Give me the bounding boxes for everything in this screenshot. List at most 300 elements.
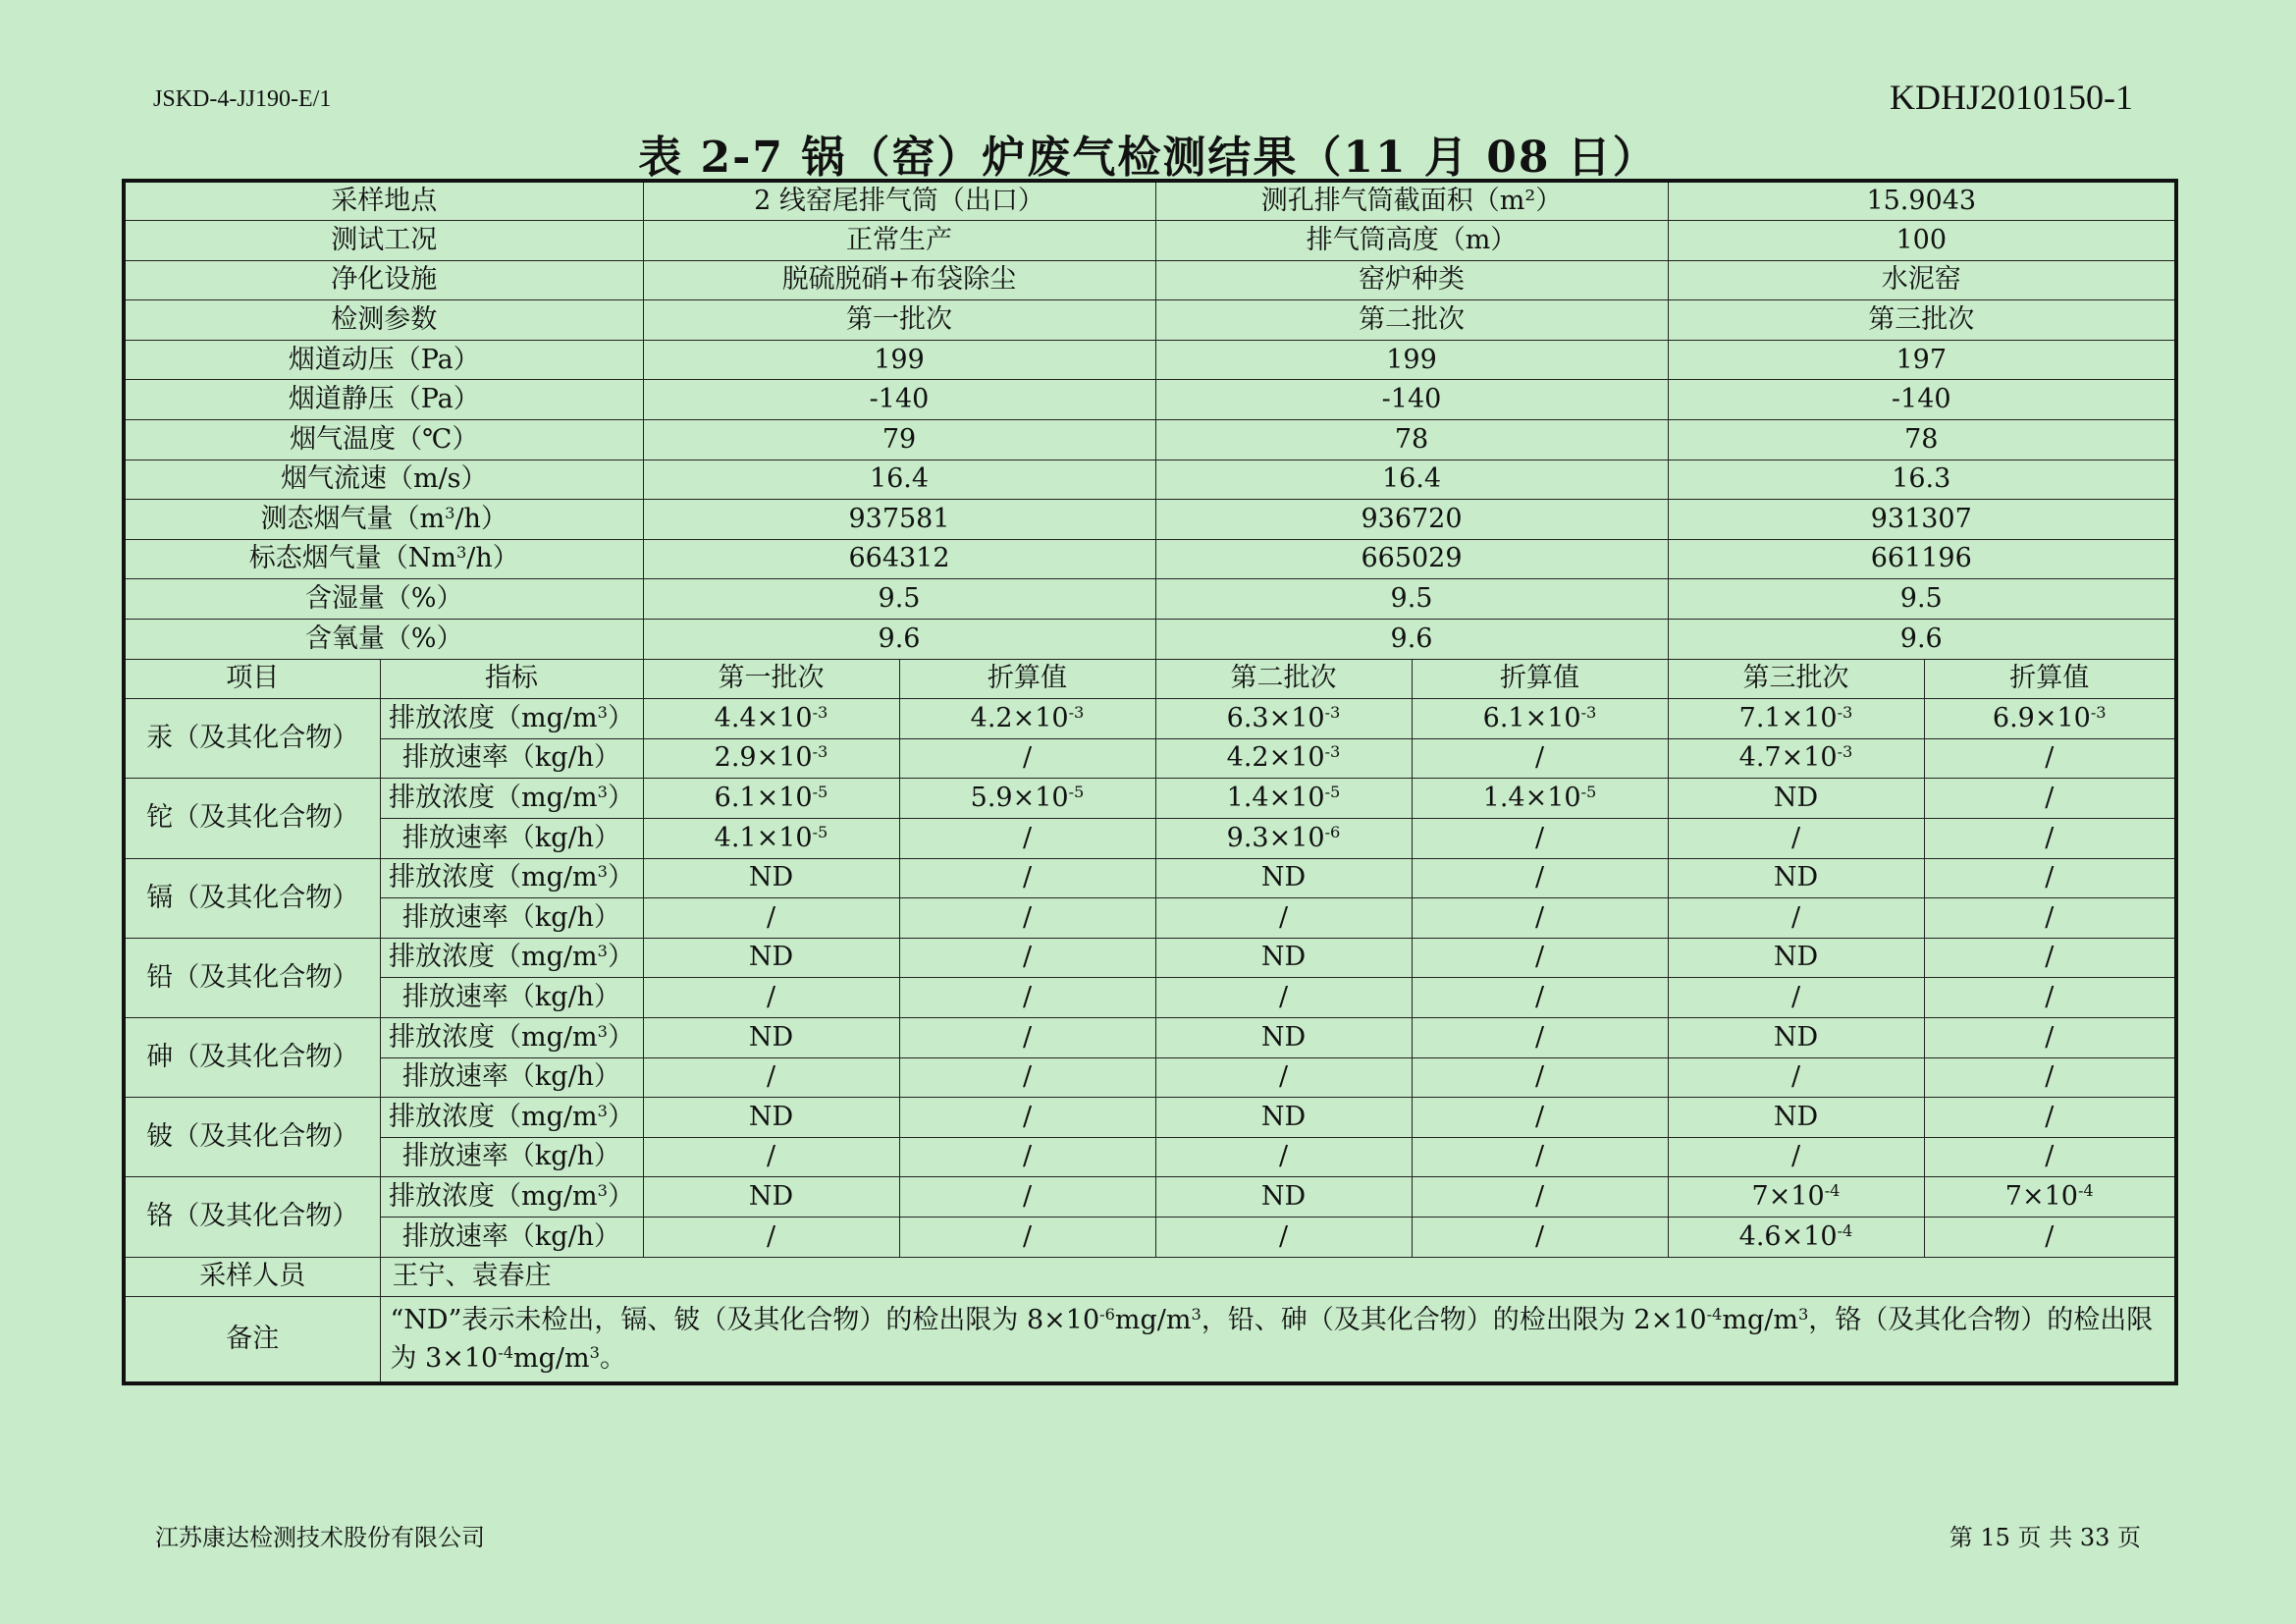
value-cell bbox=[643, 779, 899, 819]
param-row bbox=[124, 500, 2176, 540]
value-cell bbox=[899, 938, 1155, 978]
metals-header-cell: 第三批次 bbox=[1668, 659, 1924, 699]
metal-concentration-row bbox=[124, 1017, 2176, 1057]
value-cell bbox=[1924, 738, 2176, 779]
report-number: KDHJ2010150-1 bbox=[1890, 78, 2133, 117]
param-label: 烟气流速（m/s） bbox=[124, 460, 643, 500]
text: 标态烟气量（Nm bbox=[248, 543, 456, 574]
value-cell bbox=[643, 1098, 899, 1138]
value: ND bbox=[1260, 1021, 1307, 1053]
sampler-row bbox=[124, 1257, 2176, 1297]
info-row bbox=[124, 221, 2176, 261]
metals-header-cell: 折算值 bbox=[1924, 659, 2176, 699]
param-value: 199 bbox=[1155, 340, 1668, 380]
metal-item: 铬（及其化合物） bbox=[124, 1177, 380, 1257]
value-cell bbox=[643, 699, 899, 739]
value-cell bbox=[1412, 699, 1668, 739]
param-row bbox=[124, 380, 2176, 420]
value-cell bbox=[1412, 1177, 1668, 1218]
value: / bbox=[1278, 1061, 1289, 1093]
indicator-concentration bbox=[380, 858, 643, 898]
indicator-rate: 排放速率（kg/h） bbox=[380, 898, 643, 939]
indicator-concentration bbox=[380, 938, 643, 978]
info-value: 100 bbox=[1668, 221, 2176, 261]
value: 6.9×10 bbox=[1992, 702, 2091, 733]
value: / bbox=[1278, 901, 1289, 933]
value-cell bbox=[1412, 858, 1668, 898]
metals-header-cell: 项目 bbox=[124, 659, 380, 699]
text: 排放浓度（mg/m bbox=[389, 702, 598, 733]
value-cell bbox=[899, 819, 1155, 859]
param-value: 9.6 bbox=[643, 620, 1155, 660]
superscript: -4 bbox=[1824, 1181, 1841, 1201]
metals-header-cell: 折算值 bbox=[899, 659, 1155, 699]
value-cell bbox=[1412, 978, 1668, 1018]
param-value: 78 bbox=[1668, 420, 2176, 460]
superscript: 3 bbox=[597, 942, 608, 961]
remark-row bbox=[124, 1297, 2176, 1384]
indicator-rate: 排放速率（kg/h） bbox=[380, 819, 643, 859]
param-value: 199 bbox=[643, 340, 1155, 380]
value: ND bbox=[748, 942, 794, 973]
indicator-rate: 排放速率（kg/h） bbox=[380, 1137, 643, 1177]
metal-item: 汞（及其化合物） bbox=[124, 699, 380, 779]
superscript: 3 bbox=[1797, 1305, 1809, 1325]
value: ND bbox=[748, 1021, 794, 1053]
metals-header-cell: 第一批次 bbox=[643, 659, 899, 699]
value-cell bbox=[1924, 819, 2176, 859]
text: ，铅、砷（及其化合物）的检出限为 2×10 bbox=[1201, 1305, 1707, 1336]
remark-text bbox=[380, 1297, 2176, 1384]
value-cell bbox=[1668, 738, 1924, 779]
value: / bbox=[1534, 822, 1545, 853]
value-cell bbox=[1668, 779, 1924, 819]
metal-rate-row bbox=[124, 738, 2176, 779]
document-code: JSKD-4-JJ190-E/1 bbox=[153, 86, 332, 112]
text: 排放浓度（mg/m bbox=[389, 942, 598, 973]
value: ND bbox=[1260, 1101, 1307, 1132]
superscript: 3 bbox=[597, 862, 608, 882]
info-value: 脱硫脱硝+布袋除尘 bbox=[643, 260, 1155, 300]
param-label bbox=[124, 500, 643, 540]
value: 4.2×10 bbox=[970, 702, 1069, 733]
value: ND bbox=[748, 862, 794, 893]
superscript: -3 bbox=[1068, 702, 1085, 722]
value-cell bbox=[1668, 1098, 1924, 1138]
value-cell bbox=[1412, 898, 1668, 939]
param-label: 烟道静压（Pa） bbox=[124, 380, 643, 420]
text: 排放浓度（mg/m bbox=[389, 862, 598, 893]
value-cell bbox=[643, 738, 899, 779]
value-cell bbox=[1668, 699, 1924, 739]
info-value: 15.9043 bbox=[1668, 181, 2176, 221]
value-cell bbox=[643, 858, 899, 898]
value-cell bbox=[1668, 819, 1924, 859]
value-cell bbox=[1412, 738, 1668, 779]
param-value: 16.3 bbox=[1668, 460, 2176, 500]
value-cell bbox=[1155, 938, 1412, 978]
param-value: 936720 bbox=[1155, 500, 1668, 540]
param-value: 79 bbox=[643, 420, 1155, 460]
value-cell bbox=[1668, 1057, 1924, 1098]
value-cell bbox=[1668, 938, 1924, 978]
superscript: -3 bbox=[812, 742, 828, 762]
metal-concentration-row bbox=[124, 1098, 2176, 1138]
metal-concentration-row bbox=[124, 1177, 2176, 1218]
value: ND bbox=[1260, 862, 1307, 893]
value-cell bbox=[1155, 779, 1412, 819]
footer-company: 江苏康达检测技术股份有限公司 bbox=[155, 1524, 485, 1551]
value: ND bbox=[748, 1180, 794, 1212]
results-table bbox=[122, 179, 2178, 1385]
value: / bbox=[766, 1220, 776, 1252]
value: ND bbox=[1773, 783, 1819, 814]
value: / bbox=[1534, 1101, 1545, 1132]
metal-item: 铍（及其化合物） bbox=[124, 1098, 380, 1177]
value: / bbox=[2045, 1101, 2055, 1132]
value: / bbox=[1022, 1141, 1033, 1172]
param-value: 937581 bbox=[643, 500, 1155, 540]
value: / bbox=[2045, 982, 2055, 1012]
value-cell bbox=[1924, 1217, 2176, 1257]
info-label: 净化设施 bbox=[124, 260, 643, 300]
indicator-concentration bbox=[380, 1098, 643, 1138]
value: / bbox=[766, 901, 776, 933]
sampler-value: 王宁、袁春庄 bbox=[380, 1257, 2176, 1297]
value: / bbox=[1278, 1141, 1289, 1172]
text: mg/m bbox=[1722, 1305, 1798, 1336]
value: 6.3×10 bbox=[1226, 702, 1325, 733]
value-cell bbox=[899, 1057, 1155, 1098]
value: / bbox=[1534, 1220, 1545, 1252]
text: ） bbox=[607, 1021, 634, 1053]
params-header-row bbox=[124, 300, 2176, 341]
value: / bbox=[2045, 783, 2055, 814]
value-cell bbox=[1155, 1017, 1412, 1057]
metal-rate-row bbox=[124, 978, 2176, 1018]
text: 。 bbox=[599, 1343, 626, 1375]
info-row bbox=[124, 260, 2176, 300]
value-cell bbox=[643, 1057, 899, 1098]
value-cell bbox=[643, 1137, 899, 1177]
value: 4.4×10 bbox=[714, 702, 813, 733]
value: 4.7×10 bbox=[1738, 742, 1838, 774]
value-cell bbox=[643, 819, 899, 859]
value: / bbox=[1278, 982, 1289, 1012]
indicator-rate: 排放速率（kg/h） bbox=[380, 1217, 643, 1257]
value-cell bbox=[1668, 1177, 1924, 1218]
metal-concentration-row bbox=[124, 938, 2176, 978]
value: / bbox=[766, 1061, 776, 1093]
value-cell bbox=[899, 699, 1155, 739]
value: / bbox=[766, 1141, 776, 1172]
value-cell bbox=[899, 1177, 1155, 1218]
metal-rate-row bbox=[124, 1057, 2176, 1098]
superscript: 3 bbox=[597, 702, 608, 722]
text: ） bbox=[607, 702, 634, 733]
metal-concentration-row bbox=[124, 858, 2176, 898]
value-cell bbox=[1155, 819, 1412, 859]
indicator-concentration bbox=[380, 1017, 643, 1057]
value: / bbox=[1022, 1061, 1033, 1093]
value-cell bbox=[1924, 1137, 2176, 1177]
info-label: 测孔排气筒截面积（m²） bbox=[1155, 181, 1668, 221]
page-title: 表 2-7 锅（窑）炉废气检测结果（11 月 08 日） bbox=[638, 133, 1658, 183]
text: mg/m bbox=[513, 1343, 590, 1375]
value: / bbox=[1534, 1180, 1545, 1212]
value: / bbox=[1022, 1101, 1033, 1132]
metals-header-cell: 第二批次 bbox=[1155, 659, 1412, 699]
value-cell bbox=[899, 1017, 1155, 1057]
value-cell bbox=[899, 1137, 1155, 1177]
metals-header-cell: 指标 bbox=[380, 659, 643, 699]
value-cell bbox=[1412, 1017, 1668, 1057]
value: / bbox=[1022, 862, 1033, 893]
value: / bbox=[1534, 742, 1545, 774]
superscript: -4 bbox=[1837, 1220, 1853, 1240]
value: 4.6×10 bbox=[1738, 1220, 1838, 1252]
metal-item: 镉（及其化合物） bbox=[124, 858, 380, 938]
value: / bbox=[1022, 901, 1033, 933]
param-value: 197 bbox=[1668, 340, 2176, 380]
text: 排放浓度（mg/m bbox=[389, 783, 598, 814]
value: / bbox=[2045, 862, 2055, 893]
value-cell bbox=[1924, 858, 2176, 898]
info-row bbox=[124, 181, 2176, 221]
param-value: 9.5 bbox=[1668, 579, 2176, 620]
superscript: 3 bbox=[597, 1181, 608, 1201]
indicator-rate: 排放速率（kg/h） bbox=[380, 738, 643, 779]
param-label: 含湿量（%） bbox=[124, 579, 643, 620]
superscript: 3 bbox=[445, 503, 455, 522]
value: / bbox=[1534, 982, 1545, 1012]
value-cell bbox=[643, 1177, 899, 1218]
text: ） bbox=[607, 942, 634, 973]
value: ND bbox=[1773, 1101, 1819, 1132]
info-label: 测试工况 bbox=[124, 221, 643, 261]
value: ND bbox=[1260, 942, 1307, 973]
value: / bbox=[2045, 1220, 2055, 1252]
param-value: 664312 bbox=[643, 539, 1155, 579]
metal-rate-row bbox=[124, 898, 2176, 939]
param-value: 9.5 bbox=[1155, 579, 1668, 620]
batch-header: 第一批次 bbox=[643, 300, 1155, 341]
batch-header: 第三批次 bbox=[1668, 300, 2176, 341]
value-cell bbox=[1412, 938, 1668, 978]
param-value: 16.4 bbox=[643, 460, 1155, 500]
value-cell bbox=[1155, 858, 1412, 898]
param-value: -140 bbox=[643, 380, 1155, 420]
value: / bbox=[1022, 822, 1033, 853]
batch-header: 第二批次 bbox=[1155, 300, 1668, 341]
metal-rate-row bbox=[124, 819, 2176, 859]
info-value: 水泥窑 bbox=[1668, 260, 2176, 300]
param-value: 9.6 bbox=[1668, 620, 2176, 660]
superscript: 3 bbox=[455, 543, 467, 563]
value: 6.1×10 bbox=[714, 783, 813, 814]
value: 9.3×10 bbox=[1226, 822, 1325, 853]
text: mg/m bbox=[1114, 1305, 1192, 1336]
value: / bbox=[1534, 1061, 1545, 1093]
value: / bbox=[1790, 1061, 1801, 1093]
value: / bbox=[2045, 1141, 2055, 1172]
value-cell bbox=[1668, 1017, 1924, 1057]
superscript: -3 bbox=[812, 702, 828, 722]
value: ND bbox=[1773, 942, 1819, 973]
params-label: 检测参数 bbox=[124, 300, 643, 341]
value-cell bbox=[1155, 1217, 1412, 1257]
value-cell bbox=[1668, 858, 1924, 898]
text: /h） bbox=[454, 503, 507, 534]
value-cell bbox=[1924, 938, 2176, 978]
value-cell bbox=[1155, 1057, 1412, 1098]
value-cell bbox=[899, 1098, 1155, 1138]
value: / bbox=[1022, 1180, 1033, 1212]
indicator-concentration bbox=[380, 699, 643, 739]
value: / bbox=[1022, 742, 1033, 774]
superscript: -5 bbox=[1068, 783, 1085, 802]
value-cell bbox=[1924, 1057, 2176, 1098]
value: / bbox=[1534, 942, 1545, 973]
value-cell bbox=[643, 1017, 899, 1057]
value: 6.1×10 bbox=[1482, 702, 1581, 733]
value-cell bbox=[1668, 1217, 1924, 1257]
superscript: -3 bbox=[1837, 742, 1853, 762]
info-value: 2 线窑尾排气筒（出口） bbox=[643, 181, 1155, 221]
value: / bbox=[1534, 1021, 1545, 1053]
value-cell bbox=[1924, 779, 2176, 819]
value: / bbox=[1022, 1021, 1033, 1053]
value-cell bbox=[1155, 699, 1412, 739]
value-cell bbox=[1155, 1098, 1412, 1138]
param-value: 661196 bbox=[1668, 539, 2176, 579]
param-value: -140 bbox=[1155, 380, 1668, 420]
param-row bbox=[124, 620, 2176, 660]
text: ） bbox=[607, 862, 634, 893]
text: /h） bbox=[466, 543, 519, 574]
value: / bbox=[1790, 1141, 1801, 1172]
value-cell bbox=[1924, 978, 2176, 1018]
superscript: -6 bbox=[1099, 1305, 1115, 1325]
superscript: -6 bbox=[1324, 822, 1341, 841]
value: / bbox=[1790, 822, 1801, 853]
param-row bbox=[124, 340, 2176, 380]
value-cell bbox=[1412, 1137, 1668, 1177]
value-cell bbox=[1412, 779, 1668, 819]
value: 2.9×10 bbox=[714, 742, 813, 774]
param-value: 931307 bbox=[1668, 500, 2176, 540]
superscript: -5 bbox=[812, 822, 828, 841]
value: 7.1×10 bbox=[1738, 702, 1838, 733]
superscript: -4 bbox=[1706, 1305, 1723, 1325]
superscript: 3 bbox=[597, 1021, 608, 1041]
value: ND bbox=[1773, 862, 1819, 893]
value-cell bbox=[1155, 978, 1412, 1018]
info-label: 采样地点 bbox=[124, 181, 643, 221]
value-cell bbox=[1155, 1137, 1412, 1177]
value: / bbox=[1790, 901, 1801, 933]
value-cell bbox=[899, 898, 1155, 939]
metal-item: 铊（及其化合物） bbox=[124, 779, 380, 858]
remark-label: 备注 bbox=[124, 1297, 380, 1384]
indicator-concentration bbox=[380, 779, 643, 819]
param-label: 含氧量（%） bbox=[124, 620, 643, 660]
superscript: -4 bbox=[2077, 1181, 2094, 1201]
param-row bbox=[124, 420, 2176, 460]
value: / bbox=[2045, 901, 2055, 933]
metal-concentration-row bbox=[124, 699, 2176, 739]
value-cell bbox=[1924, 1177, 2176, 1218]
value: ND bbox=[1260, 1180, 1307, 1212]
superscript: 3 bbox=[597, 783, 608, 802]
value-cell bbox=[899, 779, 1155, 819]
value: / bbox=[2045, 822, 2055, 853]
value: 4.1×10 bbox=[714, 822, 813, 853]
value: ND bbox=[1773, 1021, 1819, 1053]
value: / bbox=[1790, 982, 1801, 1012]
param-row bbox=[124, 539, 2176, 579]
value: / bbox=[1022, 1220, 1033, 1252]
sampler-label: 采样人员 bbox=[124, 1257, 380, 1297]
param-row bbox=[124, 460, 2176, 500]
metals-header-cell: 折算值 bbox=[1412, 659, 1668, 699]
value: / bbox=[2045, 742, 2055, 774]
superscript: -3 bbox=[1837, 702, 1853, 722]
value: ND bbox=[748, 1101, 794, 1132]
param-value: 9.5 bbox=[643, 579, 1155, 620]
footer-page-number: 第 15 页 共 33 页 bbox=[1949, 1524, 2141, 1551]
superscript: -5 bbox=[1580, 783, 1597, 802]
metal-rate-row bbox=[124, 1137, 2176, 1177]
text: 排放浓度（mg/m bbox=[389, 1021, 598, 1053]
text: ） bbox=[607, 1101, 634, 1132]
value: / bbox=[1022, 982, 1033, 1012]
value-cell bbox=[1668, 898, 1924, 939]
value-cell bbox=[899, 978, 1155, 1018]
text: ） bbox=[607, 1180, 634, 1212]
info-label: 排气筒高度（m） bbox=[1155, 221, 1668, 261]
superscript: -5 bbox=[812, 783, 828, 802]
value-cell bbox=[1155, 738, 1412, 779]
metals-header-row bbox=[124, 659, 2176, 699]
value: 7×10 bbox=[2004, 1180, 2078, 1212]
value-cell bbox=[1924, 1098, 2176, 1138]
superscript: 3 bbox=[1191, 1305, 1201, 1325]
value: / bbox=[1534, 1141, 1545, 1172]
text: 排放浓度（mg/m bbox=[389, 1180, 598, 1212]
text: 排放浓度（mg/m bbox=[389, 1101, 598, 1132]
superscript: -4 bbox=[498, 1343, 514, 1363]
superscript: 3 bbox=[597, 1101, 608, 1120]
param-value: -140 bbox=[1668, 380, 2176, 420]
param-label: 烟道动压（Pa） bbox=[124, 340, 643, 380]
param-value: 665029 bbox=[1155, 539, 1668, 579]
value-cell bbox=[643, 1217, 899, 1257]
value: 1.4×10 bbox=[1482, 783, 1581, 814]
param-row bbox=[124, 579, 2176, 620]
superscript: -3 bbox=[2090, 702, 2107, 722]
value: / bbox=[2045, 942, 2055, 973]
value: 1.4×10 bbox=[1226, 783, 1325, 814]
text: ） bbox=[607, 783, 634, 814]
value-cell bbox=[643, 978, 899, 1018]
value-cell bbox=[1412, 1217, 1668, 1257]
superscript: -3 bbox=[1324, 742, 1341, 762]
text: 测态烟气量（m bbox=[260, 503, 446, 534]
param-value: 9.6 bbox=[1155, 620, 1668, 660]
value: / bbox=[1534, 862, 1545, 893]
param-label bbox=[124, 539, 643, 579]
